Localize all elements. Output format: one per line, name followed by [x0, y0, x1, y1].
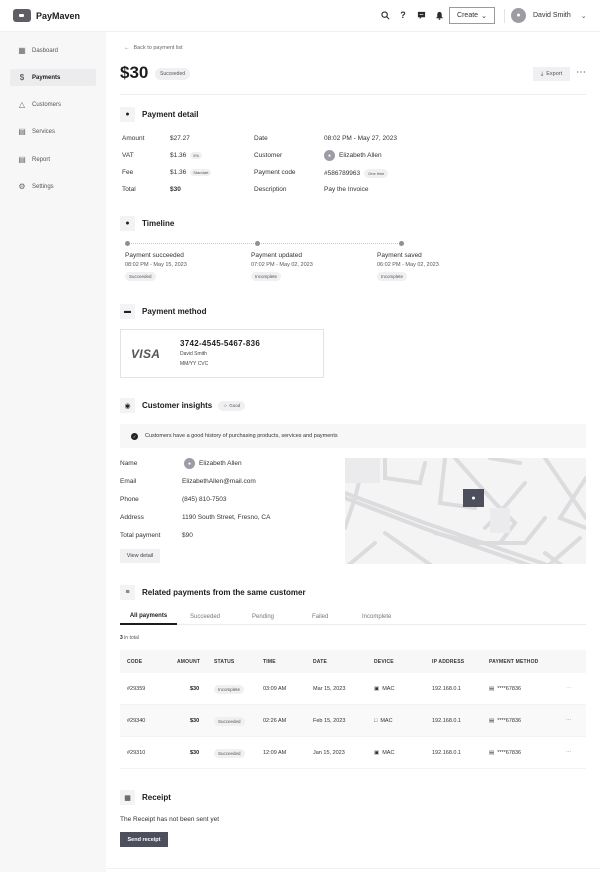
timeline-dot	[125, 241, 130, 246]
dollar-icon: $	[19, 73, 25, 82]
vat-value: $1.36 5%	[170, 152, 202, 159]
divider	[120, 94, 586, 95]
sidebar-item-dashboard[interactable]: ▦ Dasboard	[18, 46, 59, 55]
timeline-header: ● Timeline	[120, 216, 174, 231]
row-more-icon[interactable]: ⋯	[566, 686, 572, 692]
timeline-dot	[399, 241, 404, 246]
list-icon: ≡	[120, 585, 135, 600]
wallet-logo-icon	[13, 9, 31, 22]
app-name: PayMaven	[36, 10, 81, 21]
row-more-icon[interactable]: ⋯	[566, 718, 572, 724]
fee-value: $1.36 Standart	[170, 169, 211, 176]
status-badge: Succeeded	[155, 68, 190, 80]
payment-code-label: Payment code	[254, 169, 296, 176]
status-badge: Incomplete	[377, 272, 407, 281]
total-label: Total	[122, 186, 136, 193]
timeline-event: Payment saved 06:02 PM - May 02, 2023 Incomplete	[377, 252, 439, 279]
timeline-dot	[255, 241, 260, 246]
tab-incomplete[interactable]: Incomplete	[362, 613, 392, 620]
vat-label: VAT	[122, 152, 134, 159]
computer-icon: ▣	[374, 750, 380, 756]
card-icon: ▤	[489, 686, 495, 692]
insight-message: ✓ Customers have a good history of purchasing products, services and payments	[120, 424, 586, 448]
phone-value: (845) 810-7503	[182, 496, 227, 503]
computer-icon: ▣	[374, 686, 380, 692]
receipt-header: ▦ Receipt	[120, 790, 171, 805]
card-number: 3742-4545-5467-836	[180, 339, 261, 348]
status-badge: Succeeded	[214, 749, 245, 758]
chevron-down-icon: ⌄	[580, 12, 587, 20]
status-badge: Incomplete	[214, 685, 244, 694]
table-header	[120, 650, 586, 673]
arrow-left-icon: ←	[124, 45, 130, 51]
tab-failed[interactable]: Failed	[312, 613, 329, 620]
phone-label: Phone	[120, 496, 139, 503]
card-expiry: MM/YY CVC	[180, 361, 209, 367]
rating-badge: ☆ Good	[218, 401, 245, 411]
address-value: 1190 South Street, Fresno, CA	[182, 514, 271, 521]
status-badge: Succeeded	[125, 272, 156, 281]
payment-code-value: #586789963 One time	[324, 169, 388, 178]
column-header[interactable]: STATUS	[214, 658, 235, 665]
tab-succeeded[interactable]: Succeeded	[190, 613, 221, 620]
export-button[interactable]: ⤓ Export	[533, 67, 570, 81]
sidebar	[0, 32, 106, 872]
timeline-event: Payment updated 07:02 PM - May 02, 2023 Incomplete	[251, 252, 313, 279]
row-more-icon[interactable]: ⋯	[566, 750, 572, 756]
star-icon: ☆	[223, 402, 228, 408]
sidebar-item-report[interactable]: ▤ Report	[18, 155, 51, 164]
payment-tabs	[120, 608, 586, 625]
column-header[interactable]: AMOUNT	[177, 658, 201, 665]
send-receipt-button[interactable]: Send receipt	[120, 832, 168, 847]
card-icon: ▤	[489, 718, 495, 724]
customers-icon: △	[18, 100, 26, 109]
email-value: ElizabethAllen@mail.com	[182, 478, 256, 485]
sidebar-item-settings[interactable]: ⚙ Settings	[18, 182, 54, 191]
map-pin-icon[interactable]: ●	[463, 489, 484, 507]
total-payment-value: $90	[182, 532, 193, 539]
receipt-icon: ▦	[120, 790, 135, 805]
column-header[interactable]: CODE	[127, 658, 143, 665]
description-value: Pay the Invoice	[324, 186, 369, 193]
card-icon: ▬	[120, 304, 135, 319]
main-content	[106, 32, 600, 872]
map[interactable]	[345, 458, 586, 564]
avatar: ●	[511, 8, 526, 23]
table-row[interactable]: #29359 $30 Incomplete 03:09 AM Mar 15, 2023 ▣ MAC 192.168.0.1 ▤ ****67836 ⋯	[120, 673, 586, 705]
total-value: $30	[170, 186, 181, 193]
fee-badge: Standart	[190, 169, 211, 176]
chevron-down-icon: ⌄	[481, 12, 487, 20]
services-icon: ▤	[18, 127, 26, 136]
receipt-status: The Receipt has not been sent yet	[120, 816, 220, 823]
table-row[interactable]: #29310 $30 Succeeded 12:09 AM Jan 15, 2023 ▣ MAC 192.168.0.1 ▤ ****67836 ⋯	[120, 737, 586, 769]
payments-table	[120, 650, 586, 769]
name-label: Name	[120, 460, 138, 467]
customer-insights-header: ◉ Customer insights ☆ Good	[120, 398, 245, 413]
more-options-icon[interactable]: ⋯	[576, 67, 585, 78]
search-icon[interactable]	[380, 10, 390, 20]
clock-icon: ●	[120, 216, 135, 231]
total-count: 3 in total	[120, 635, 139, 641]
user-name: David Smith	[533, 12, 571, 19]
dashboard-icon: ▦	[18, 46, 26, 55]
sidebar-item-payments[interactable]: $ Payments	[10, 69, 96, 86]
create-button[interactable]: Create ⌄	[449, 7, 495, 24]
timeline-event: Payment succeeded 08:02 PM - May 15, 2023 Succeeded	[125, 252, 187, 279]
back-link[interactable]: ← Back to payment list	[124, 45, 183, 51]
column-header[interactable]: TIME	[263, 658, 276, 665]
description-label: Description	[254, 186, 287, 193]
date-value: 08:02 PM - May 27, 2023	[324, 135, 397, 142]
help-icon[interactable]: ?	[400, 10, 406, 20]
column-header[interactable]: DATE	[313, 658, 328, 665]
table-row[interactable]: #29340 $30 Succeeded 02:26 AM Feb 15, 2023 □ MAC 192.168.0.1 ▤ ****67836 ⋯	[120, 705, 586, 737]
related-payments-header: ≡ Related payments from the same customer	[120, 585, 306, 600]
computer-icon: □	[374, 718, 378, 724]
tab-all-payments[interactable]: All payments	[120, 608, 177, 625]
status-badge: Incomplete	[251, 272, 281, 281]
user-menu[interactable]	[511, 8, 587, 23]
column-header[interactable]: PAYMENT METHOD	[489, 658, 539, 665]
payment-card	[120, 329, 324, 378]
visa-logo: VISA	[131, 347, 161, 361]
report-icon: ▤	[18, 155, 26, 164]
divider	[504, 9, 505, 23]
view-detail-button[interactable]: View detail	[120, 549, 160, 563]
chat-icon[interactable]	[416, 10, 426, 20]
map-roads	[345, 458, 586, 564]
name-value: ● Elizabeth Allen	[184, 458, 242, 469]
column-header[interactable]: DEVICE	[374, 658, 394, 665]
fee-label: Fee	[122, 169, 134, 176]
payment-amount: $30	[120, 63, 149, 82]
payment-detail-header: ● Payment detail	[120, 107, 198, 122]
customer-avatar: ●	[324, 150, 335, 161]
logo[interactable]	[13, 9, 80, 22]
download-icon: ⤓	[540, 70, 544, 77]
settings-icon: ⚙	[18, 182, 26, 191]
gear-icon: ●	[120, 107, 135, 122]
customer-value[interactable]: ● Elizabeth Allen	[324, 150, 382, 161]
total-payment-label: Total payment	[120, 532, 161, 539]
column-header[interactable]: IP ADDRESS	[432, 658, 465, 665]
sidebar-item-customers[interactable]: △ Customers	[18, 100, 62, 109]
top-bar	[0, 0, 600, 32]
address-label: Address	[120, 514, 144, 521]
timeline-line	[127, 243, 402, 244]
date-label: Date	[254, 135, 268, 142]
insight-icon: ◉	[120, 398, 135, 413]
email-label: Email	[120, 478, 137, 485]
customer-label: Customer	[254, 152, 283, 159]
tab-pending[interactable]: Pending	[252, 613, 275, 620]
payment-method-header: ▬ Payment method	[120, 304, 206, 319]
bell-icon[interactable]	[434, 10, 444, 20]
status-badge: Succeeded	[214, 717, 245, 726]
amount-label: Amount	[122, 135, 145, 142]
vat-badge: 5%	[190, 152, 202, 159]
check-circle-icon: ✓	[132, 433, 137, 439]
divider	[106, 868, 600, 869]
card-holder: David Smith	[180, 351, 207, 357]
amount-value: $27.27	[170, 135, 190, 142]
customer-avatar: ●	[184, 458, 195, 469]
sidebar-item-services[interactable]: ▤ Services	[18, 127, 56, 136]
one-time-badge: One time	[364, 169, 388, 178]
card-icon: ▤	[489, 750, 495, 756]
